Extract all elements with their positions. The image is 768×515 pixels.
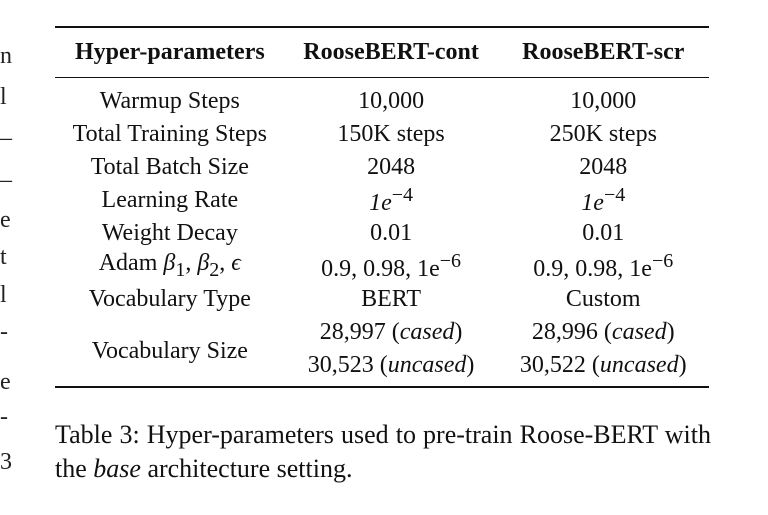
- margin-fragment: -: [0, 319, 8, 345]
- left-margin-fragments: [0, 0, 14, 515]
- scr-base: 1e: [581, 189, 604, 216]
- caption-text: Hyper-parameters used to pre-train Roose-BERT with the: [55, 420, 712, 483]
- header-hyper-parameters: Hyper-parameters: [74, 39, 265, 65]
- table-row: [55, 282, 709, 315]
- vocab-size-tag: uncased: [599, 351, 679, 378]
- cont-exponent: −6: [439, 249, 462, 272]
- cont-base: 1e: [369, 189, 392, 216]
- cont-cell: [285, 183, 498, 216]
- cont-cell: 30,523 (uncased): [307, 351, 475, 378]
- margin-fragment: 3: [0, 449, 12, 475]
- header-roosebert-scr: RooseBERT-scr: [522, 39, 685, 65]
- vocab-size-number: 30,523: [307, 351, 374, 378]
- caption-label: Table 3:: [55, 420, 140, 449]
- cont-cell: [285, 249, 498, 282]
- table-header-row: [55, 27, 709, 78]
- table-row: [55, 315, 709, 348]
- header-roosebert-cont: RooseBERT-cont: [303, 39, 479, 65]
- epsilon-symbol: ϵ: [231, 250, 241, 277]
- margin-fragment: _: [0, 117, 12, 143]
- table-row: [55, 117, 709, 150]
- scr-cell: 10,000: [570, 87, 637, 114]
- table-row: [55, 216, 709, 249]
- caption-emphasis: base: [93, 454, 141, 483]
- param-cell: Warmup Steps: [99, 87, 240, 114]
- cont-cell: 150K steps: [337, 120, 445, 147]
- scr-exponent: −4: [603, 183, 626, 206]
- scr-cell: 28,996 (cased): [531, 318, 675, 345]
- margin-fragment: n: [0, 43, 12, 69]
- scr-cell: 0.01: [582, 219, 625, 246]
- cont-cell: BERT: [361, 285, 422, 312]
- cont-exponent: −4: [391, 183, 414, 206]
- margin-fragment: -: [0, 404, 8, 430]
- cont-cell: 10,000: [358, 87, 425, 114]
- param-cell: Total Training Steps: [72, 120, 267, 147]
- scr-cell: 250K steps: [549, 120, 657, 147]
- margin-fragment: l: [0, 84, 7, 110]
- cont-prefix: 0.9, 0.98, 1e: [321, 255, 440, 282]
- separator: ,: [185, 250, 198, 277]
- beta-subscript: 1: [175, 258, 186, 281]
- scr-cell: [498, 249, 710, 282]
- scr-exponent: −6: [651, 249, 674, 272]
- param-cell: Vocabulary Type: [88, 285, 251, 312]
- cont-cell: 2048: [367, 153, 416, 180]
- caption-text-end: architecture setting.: [140, 454, 353, 483]
- scr-cell: [498, 183, 710, 216]
- table-caption: [55, 418, 711, 486]
- separator: ,: [219, 250, 232, 277]
- scr-cell: Custom: [565, 285, 641, 312]
- beta-symbol: β: [163, 250, 176, 277]
- margin-fragment: t: [0, 244, 7, 270]
- table-row: [55, 150, 709, 183]
- param-cell: [55, 249, 285, 282]
- table-row: [55, 249, 709, 282]
- vocab-size-tag: cased: [611, 318, 667, 345]
- param-prefix: Adam: [98, 250, 164, 277]
- beta-subscript: 2: [209, 258, 220, 281]
- margin-fragment: e: [0, 207, 11, 233]
- margin-fragment: _: [0, 159, 12, 185]
- cont-cell: 28,997 (cased): [319, 318, 463, 345]
- vocab-size-number: 28,996: [531, 318, 598, 345]
- cont-cell: 0.01: [370, 219, 413, 246]
- margin-fragment: e: [0, 369, 11, 395]
- hyperparameter-table: [55, 26, 709, 388]
- param-cell: Learning Rate: [101, 186, 239, 213]
- beta-symbol: β: [197, 250, 210, 277]
- scr-cell: 30,522 (uncased): [519, 351, 687, 378]
- scr-cell: 2048: [579, 153, 628, 180]
- vocab-size-number: 28,997: [319, 318, 386, 345]
- vocab-size-tag: cased: [399, 318, 455, 345]
- scr-prefix: 0.9, 0.98, 1e: [533, 255, 652, 282]
- param-cell: Total Batch Size: [90, 153, 249, 180]
- table-row: [55, 78, 709, 118]
- param-cell: Vocabulary Size: [91, 337, 248, 364]
- param-cell: Weight Decay: [101, 219, 238, 246]
- vocab-size-number: 30,522: [519, 351, 586, 378]
- hyperparameter-table-container: [55, 26, 709, 388]
- margin-fragment: l: [0, 282, 7, 308]
- vocab-size-tag: uncased: [387, 351, 467, 378]
- table-row: [55, 183, 709, 216]
